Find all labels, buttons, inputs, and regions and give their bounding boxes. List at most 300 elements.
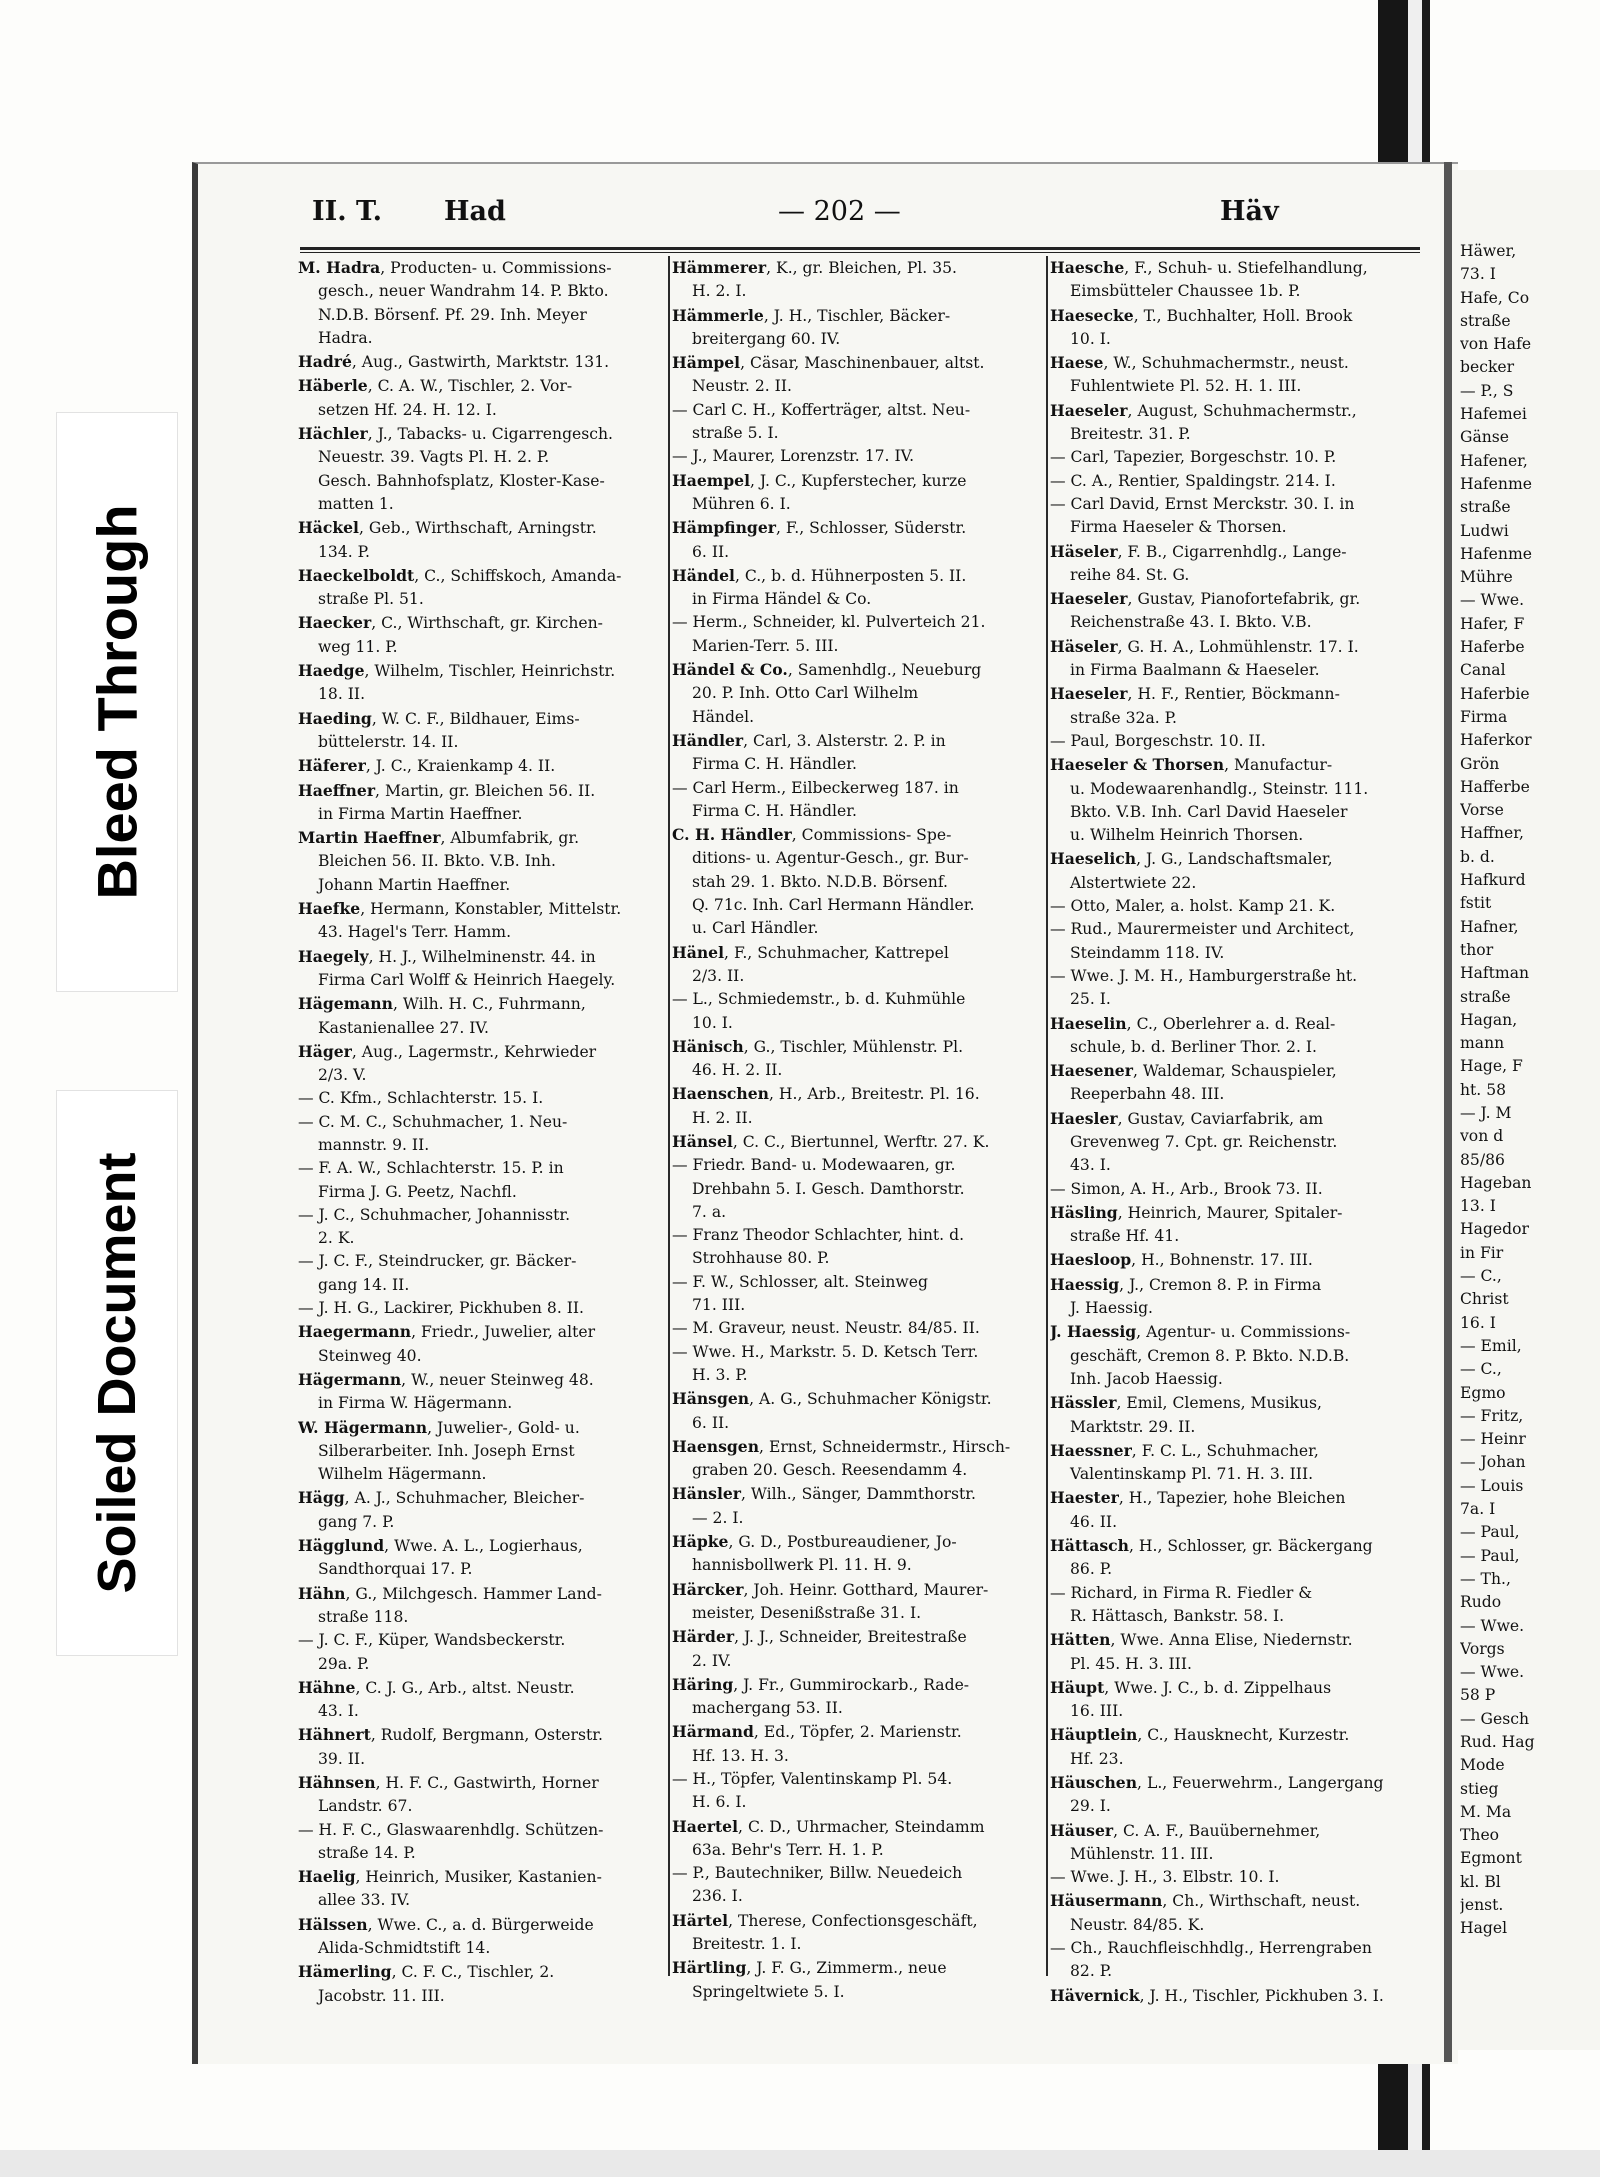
- entry-line-cont: meister, Desenißstraße 31. I.: [692, 1603, 922, 1622]
- entry-line-first: Häusermann, Ch., Wirthschaft, neust.: [1050, 1891, 1361, 1911]
- page-header: [312, 196, 1420, 236]
- entry-name: Hämpel: [672, 353, 741, 373]
- entry-line-cont: 6. II.: [692, 1413, 730, 1432]
- entry-line-cont: in Firma Baalmann & Haeseler.: [1070, 661, 1320, 680]
- stub-line: Hafener,: [1460, 451, 1528, 470]
- directory-entry: [298, 826, 668, 897]
- entry-name: Hadré: [298, 352, 352, 372]
- directory-entry: [298, 1819, 668, 1866]
- entry-line-cont: Breitestr. 31. P.: [1070, 425, 1191, 444]
- entry-line-first: Haester, H., Tapezier, hohe Bleichen: [1050, 1488, 1346, 1508]
- entry-name: Hämmerle: [672, 305, 764, 325]
- stub-line: straße: [1460, 987, 1511, 1006]
- stub-line: Haferbe: [1460, 638, 1525, 657]
- stub-line: Häwer,: [1460, 242, 1517, 260]
- entry-line-cont: 2. IV.: [692, 1651, 732, 1670]
- entry-line-cont: Marien-Terr. 5. III.: [692, 636, 839, 655]
- entry-line-cont: 18. II.: [318, 685, 366, 704]
- entry-line-cont: Alida-Schmidtstift 14.: [318, 1939, 491, 1958]
- entry-name: Hähnert: [298, 1725, 371, 1745]
- entry-line-cont: straße 5. I.: [692, 424, 779, 443]
- entry-line-first: Händel, C., b. d. Hühnerposten 5. II.: [672, 565, 967, 585]
- stub-line: Hageban: [1460, 1173, 1532, 1192]
- directory-entry: [672, 658, 1042, 729]
- entry-line-first: — F. W., Schlosser, alt. Steinweg: [672, 1272, 928, 1291]
- stub-line: — Th.,: [1460, 1569, 1511, 1588]
- entry-line-cont: allee 33. IV.: [318, 1891, 411, 1910]
- directory-entry: [1050, 1628, 1420, 1676]
- stub-line: — C.,: [1460, 1267, 1502, 1286]
- entry-line-first: Haeseler, Gustav, Pianofortefabrik, gr.: [1050, 589, 1361, 609]
- directory-entry: [298, 350, 668, 374]
- entry-line-first: Hähn, G., Milchgesch. Hammer Land-: [298, 1583, 602, 1603]
- entry-line-first: Haertel, C. D., Uhrmacher, Steindamm: [672, 1816, 985, 1836]
- soiled-document-label: [56, 1090, 178, 1656]
- entry-line-cont: u. Wilhelm Heinrich Thorsen.: [1070, 826, 1304, 845]
- entry-name: Haeselich: [1050, 849, 1137, 869]
- directory-entry: [672, 1482, 1042, 1530]
- directory-entry: [1050, 1201, 1420, 1249]
- directory-entry: [1050, 847, 1420, 895]
- entry-line-cont: 6. II.: [692, 542, 730, 561]
- entry-name: Hägg: [298, 1488, 345, 1508]
- entry-name: W. Hägermann: [298, 1417, 428, 1437]
- entry-name: Händel & Co.: [672, 660, 788, 680]
- entry-name: Hämmerer: [672, 258, 767, 277]
- entry-name: Hävernick: [1050, 1985, 1140, 2005]
- entry-line-cont: Bkto. V.B. Inh. Carl David Haeseler: [1070, 802, 1348, 821]
- entry-line-first: — Carl C. H., Kofferträger, altst. Neu-: [672, 400, 971, 419]
- stub-line: Ludwi: [1460, 521, 1509, 540]
- entry-line-cont: Kastanienallee 27. IV.: [318, 1018, 489, 1037]
- entry-line-cont: geschäft, Cremon 8. P. Bkto. N.D.B.: [1070, 1346, 1350, 1365]
- entry-line-cont: N.D.B. Börsenf. Pf. 29. Inh. Meyer: [318, 305, 587, 324]
- entry-line-cont: 46. II.: [1070, 1512, 1118, 1531]
- directory-entry: [672, 399, 1042, 446]
- entry-name: Haeseler & Thorsen: [1050, 755, 1225, 775]
- entry-line-cont: Mühren 6. I.: [692, 494, 791, 513]
- directory-entry: [672, 777, 1042, 824]
- entry-line-first: — J. C. F., Steindrucker, gr. Bäcker-: [298, 1252, 577, 1271]
- stub-line: Firma: [1460, 707, 1508, 726]
- directory-entry: [298, 659, 668, 707]
- stub-line: — Paul,: [1460, 1546, 1520, 1565]
- entry-line-first: Hähne, C. J. G., Arb., altst. Neustr.: [298, 1677, 575, 1697]
- entry-name: Hänel: [672, 942, 725, 962]
- stub-line: — Wwe.: [1460, 1616, 1525, 1635]
- entry-name: Hässler: [1050, 1393, 1117, 1413]
- entry-line-cont: 82. P.: [1070, 1962, 1113, 1981]
- entry-line-cont: Firma C. H. Händler.: [692, 755, 857, 774]
- entry-name: Hälssen: [298, 1914, 368, 1934]
- entry-name: Häuser: [1050, 1820, 1114, 1840]
- entry-name: Haester: [1050, 1488, 1119, 1508]
- entry-name: Häsling: [1050, 1202, 1118, 1222]
- stub-line: Christ: [1460, 1290, 1509, 1309]
- entry-line-cont: Steinweg 40.: [318, 1346, 422, 1365]
- entry-name: Haeding: [298, 708, 372, 728]
- entry-line-cont: 86. P.: [1070, 1560, 1113, 1579]
- entry-line-cont: Mühlenstr. 11. III.: [1070, 1844, 1214, 1863]
- entry-line-first: Haeselin, C., Oberlehrer a. d. Real-: [1050, 1013, 1336, 1033]
- directory-entry: [672, 823, 1042, 940]
- entry-line-first: Haessig, J., Cremon 8. P. in Firma: [1050, 1274, 1322, 1294]
- stub-line: Haffner,: [1460, 824, 1524, 843]
- entry-name: Hättasch: [1050, 1536, 1129, 1556]
- volume-label: II. T.: [312, 196, 383, 227]
- stub-line: b. d.: [1460, 847, 1495, 866]
- stub-line: Hafer, F: [1460, 614, 1525, 633]
- entry-name: Häuschen: [1050, 1773, 1138, 1792]
- entry-name: Haeffner: [298, 780, 376, 800]
- entry-line-first: Häferer, J. C., Kraienkamp 4. II.: [298, 756, 556, 776]
- directory-entry: [298, 754, 668, 778]
- directory-entry: [1050, 304, 1420, 352]
- entry-line-cont: setzen Hf. 24. H. 12. I.: [318, 400, 497, 419]
- entry-line-first: Hämmerle, J. H., Tischler, Bäcker-: [672, 305, 951, 325]
- entry-line-cont: Alstertwiete 22.: [1070, 873, 1197, 892]
- entry-line-cont: 2/3. II.: [692, 966, 745, 985]
- directory-entry: [1050, 1889, 1420, 1937]
- entry-line-cont: Eimsbütteler Chaussee 1b. P.: [1070, 282, 1301, 301]
- stub-line: jenst.: [1460, 1896, 1504, 1915]
- entry-name: Härtel: [672, 1910, 729, 1930]
- directory-entry: [298, 1416, 668, 1487]
- directory-entry: [298, 897, 668, 945]
- entry-name: Häseler: [1050, 636, 1118, 656]
- stub-line: Egmont: [1460, 1849, 1522, 1868]
- entry-line-cont: Grevenweg 7. Cpt. gr. Reichenstr.: [1070, 1132, 1338, 1151]
- entry-line-first: Häger, Aug., Lagermstr., Kehrwieder: [298, 1041, 597, 1061]
- entry-line-first: Hätten, Wwe. Anna Elise, Niedernstr.: [1050, 1630, 1353, 1650]
- entry-line-cont: 43. I.: [1070, 1156, 1111, 1175]
- directory-entry: [672, 1673, 1042, 1721]
- entry-line-first: — Otto, Maler, a. holst. Kamp 21. K.: [1050, 897, 1336, 916]
- directory-entry: [298, 1087, 668, 1110]
- entry-line-cont: 236. I.: [692, 1887, 743, 1906]
- entry-name: Haefke: [298, 899, 361, 919]
- entry-line-first: — F. A. W., Schlachterstr. 15. P. in: [298, 1159, 564, 1178]
- entry-line-first: — Paul, Borgeschstr. 10. II.: [1050, 731, 1266, 750]
- entry-line-first: Hävernick, J. H., Tischler, Pickhuben 3. I.: [1050, 1985, 1384, 2005]
- entry-line-cont: gang 14. II.: [318, 1275, 410, 1294]
- entry-line-first: Haeseler, H. F., Rentier, Böckmann-: [1050, 684, 1340, 704]
- entry-line-first: Haensgen, Ernst, Schneidermstr., Hirsch-: [672, 1436, 1011, 1456]
- entry-line-first: Hänsler, Wilh., Sänger, Dammthorstr.: [672, 1484, 976, 1504]
- entry-line-first: Haelig, Heinrich, Musiker, Kastanien-: [298, 1867, 602, 1887]
- directory-entry: [298, 992, 668, 1040]
- entry-line-cont: straße Pl. 51.: [318, 590, 424, 609]
- entry-line-cont: 71. III.: [692, 1296, 746, 1315]
- directory-entry: [672, 1341, 1042, 1388]
- entry-line-cont: 43. Hagel's Terr. Hamm.: [318, 923, 512, 942]
- entry-line-cont: in Firma W. Hägermann.: [318, 1394, 513, 1413]
- entry-name: Haegely: [298, 946, 369, 966]
- stub-line: Gänse: [1460, 428, 1510, 447]
- entry-line-first: Häckel, Geb., Wirthschaft, Arningstr.: [298, 518, 597, 538]
- left-keyword: Had: [444, 196, 506, 227]
- entry-line-first: Häuschen, L., Feuerwehrm., Langergang: [1050, 1773, 1384, 1792]
- stub-line: 7a. I: [1460, 1500, 1496, 1519]
- entry-line-first: Hähnert, Rudolf, Bergmann, Osterstr.: [298, 1725, 603, 1745]
- entry-line-first: M. Hadra, Producten- u. Commissions-: [298, 258, 612, 277]
- directory-entry: [1050, 1676, 1420, 1724]
- stub-line: 73. I: [1460, 265, 1496, 284]
- directory-entry: [298, 1629, 668, 1676]
- directory-entry: [1050, 587, 1420, 635]
- entry-name: Haertel: [672, 1816, 739, 1836]
- directory-entry: [1050, 1178, 1420, 1201]
- soiled-document-text: Soiled Document: [87, 1152, 147, 1594]
- entry-name: Häupt: [1050, 1677, 1105, 1697]
- entry-name: Häring: [672, 1674, 734, 1694]
- directory-entry: [298, 1157, 668, 1204]
- directory-entry: [298, 1368, 668, 1416]
- entry-line-first: — J. C. F., Küper, Wandsbeckerstr.: [298, 1631, 566, 1650]
- entry-name: Haesener: [1050, 1061, 1133, 1081]
- entry-line-first: — Ch., Rauchfleischhdlg., Herrengraben: [1050, 1939, 1372, 1958]
- entry-line-cont: Johann Martin Haeffner.: [318, 875, 511, 894]
- directory-entry: [298, 564, 668, 612]
- stub-line: Mühre: [1460, 568, 1513, 587]
- entry-line-cont: Reeperbahn 48. III.: [1070, 1085, 1225, 1104]
- directory-entry: [1050, 895, 1420, 918]
- entry-line-first: — M. Graveur, neust. Neustr. 84/85. II.: [672, 1319, 980, 1338]
- entry-line-cont: reihe 84. St. G.: [1070, 565, 1190, 584]
- directory-entry: [1050, 635, 1420, 683]
- directory-entry: [672, 941, 1042, 989]
- entry-line-cont: Springeltwiete 5. I.: [692, 1982, 845, 2001]
- entry-line-cont: u. Carl Händler.: [692, 919, 819, 938]
- entry-name: Haecker: [298, 613, 372, 633]
- entry-name: Haempel: [672, 470, 751, 490]
- entry-line-first: Haeseler, August, Schuhmachermstr.,: [1050, 400, 1357, 420]
- entry-name: Haesecke: [1050, 305, 1134, 325]
- entry-line-first: Härder, J. J., Schneider, Breitestraße: [672, 1627, 967, 1647]
- directory-entry: [672, 516, 1042, 564]
- directory-entry: [1050, 1771, 1420, 1819]
- entry-line-first: — Rud., Maurermeister und Architect,: [1050, 920, 1355, 939]
- entry-name: Haeseler: [1050, 684, 1128, 704]
- entry-line-cont: H. 3. P.: [692, 1365, 748, 1384]
- entry-line-first: — L., Schmiedemstr., b. d. Kuhmühle: [672, 990, 966, 1009]
- entry-line-first: Martin Haeffner, Albumfabrik, gr.: [298, 828, 580, 848]
- entry-name: Häpke: [672, 1532, 729, 1552]
- entry-line-cont: Drehbahn 5. I. Gesch. Damthorstr.: [692, 1179, 965, 1198]
- entry-line-first: Härtling, J. F. G., Zimmerm., neue: [672, 1958, 947, 1978]
- stub-line: Haferkor: [1460, 731, 1532, 750]
- entry-line-cont: Hf. 13. H. 3.: [692, 1746, 789, 1765]
- stub-line: kl. Bl: [1460, 1872, 1501, 1891]
- entry-line-first: Häupt, Wwe. J. C., b. d. Zippelhaus: [1050, 1677, 1332, 1697]
- stub-line: Rudo: [1460, 1593, 1502, 1612]
- directory-entry: [672, 1625, 1042, 1673]
- entry-line-first: — C. Kfm., Schlachterstr. 15. I.: [298, 1089, 544, 1108]
- stub-line: Hafenme: [1460, 474, 1532, 493]
- entry-line-cont: 39. II.: [318, 1749, 366, 1768]
- entry-line-cont: hannisbollwerk Pl. 11. H. 9.: [692, 1556, 912, 1575]
- entry-name: Häseler: [1050, 541, 1118, 561]
- column-divider-1: [668, 256, 670, 1976]
- stub-line: — Heinr: [1460, 1430, 1526, 1449]
- directory-entry: [298, 1486, 668, 1534]
- entry-line-cont: 7. a.: [692, 1202, 727, 1221]
- stub-line: Theo: [1460, 1826, 1500, 1845]
- entry-name: J. Haessig: [1050, 1322, 1137, 1342]
- entry-line-first: Händler, Carl, 3. Alsterstr. 2. P. in: [672, 730, 946, 750]
- stub-line: — J. M: [1460, 1103, 1512, 1122]
- stub-line: Hagan,: [1460, 1010, 1518, 1029]
- entry-line-first: Häberle, C. A. W., Tischler, 2. Vor-: [298, 376, 573, 396]
- directory-entry: [672, 1435, 1042, 1483]
- stub-line: Hafkurd: [1460, 871, 1526, 890]
- stub-line: — Paul,: [1460, 1523, 1520, 1542]
- stub-line: — C.,: [1460, 1360, 1502, 1379]
- entry-line-cont: Wilhelm Hägermann.: [318, 1465, 487, 1484]
- entry-line-cont: 29. I.: [1070, 1797, 1111, 1816]
- entry-line-first: — H. F. C., Glaswaarenhdlg. Schützen-: [298, 1820, 604, 1839]
- entry-line-first: — Wwe. H., Markstr. 5. D. Ketsch Terr.: [672, 1342, 979, 1361]
- directory-entry: [1050, 1866, 1420, 1889]
- entry-line-cont: Silberarbeiter. Inh. Joseph Ernst: [318, 1441, 575, 1460]
- entry-line-first: Hänsgen, A. G., Schuhmacher Königstr.: [672, 1389, 992, 1409]
- entry-line-first: Häuptlein, C., Hausknecht, Kurzestr.: [1050, 1725, 1350, 1745]
- entry-name: Häferer: [298, 756, 366, 776]
- header-rule: [300, 247, 1420, 250]
- column-divider-2: [1046, 256, 1048, 1976]
- directory-entry: [1050, 1059, 1420, 1107]
- directory-entry: [298, 1320, 668, 1368]
- stub-line: Rud. Hag: [1460, 1733, 1535, 1751]
- entry-line-cont: H. 6. I.: [692, 1793, 747, 1812]
- entry-name: Haelig: [298, 1867, 356, 1887]
- stub-line: fstit: [1460, 894, 1492, 913]
- entry-line-cont: gang 7. P.: [318, 1512, 395, 1531]
- directory-entry: [672, 304, 1042, 352]
- entry-line-cont: Strohhause 80. P.: [692, 1249, 830, 1268]
- directory-entry: [1050, 753, 1420, 847]
- directory-entry: [298, 1111, 668, 1158]
- entry-line-cont: in Firma Martin Haeffner.: [318, 804, 523, 823]
- entry-line-cont: Firma J. G. Peetz, Nachfl.: [318, 1182, 517, 1201]
- entry-line-cont: Q. 71c. Inh. Carl Hermann Händler.: [692, 896, 975, 915]
- directory-entry: [298, 1676, 668, 1724]
- directory-entry: [298, 1723, 668, 1771]
- entry-line-cont: Gesch. Bahnhofsplatz, Kloster-Kase-: [318, 471, 605, 490]
- directory-entry: [672, 1768, 1042, 1815]
- entry-line-first: Hänsel, C. C., Biertunnel, Werftr. 27. K.: [672, 1131, 990, 1151]
- directory-entry: [672, 1909, 1042, 1957]
- entry-line-cont: Firma Carl Wolff & Heinrich Haegely.: [318, 970, 616, 989]
- entry-line-cont: Sandthorquai 17. P.: [318, 1560, 473, 1579]
- directory-entry: [1050, 1723, 1420, 1771]
- entry-line-cont: u. Modewaarenhandlg., Steinstr. 111.: [1070, 779, 1369, 798]
- entry-line-cont: Neustr. 84/85. K.: [1070, 1915, 1205, 1934]
- stub-line: in Fir: [1460, 1243, 1504, 1262]
- stub-line: Hafner,: [1460, 917, 1519, 936]
- entry-name: Hächler: [298, 424, 368, 444]
- entry-line-cont: 25. I.: [1070, 990, 1111, 1009]
- stub-line: von Hafe: [1460, 335, 1532, 354]
- entry-line-cont: Steindamm 118. IV.: [1070, 943, 1225, 962]
- entry-line-first: Hadré, Aug., Gastwirth, Marktstr. 131.: [298, 352, 610, 372]
- directory-entry: [1050, 256, 1420, 304]
- entry-line-first: Hälssen, Wwe. C., a. d. Bürgerweide: [298, 1914, 594, 1934]
- entry-line-first: — Wwe. J. H., 3. Elbstr. 10. I.: [1050, 1868, 1280, 1887]
- directory-entry: [1050, 1819, 1420, 1867]
- entry-line-cont: Inh. Jacob Haessig.: [1070, 1369, 1223, 1388]
- entry-line-cont: 2/3. V.: [318, 1066, 367, 1085]
- directory-entry: [672, 988, 1042, 1035]
- directory-entry: [1050, 1320, 1420, 1391]
- entry-line-first: Hämpfinger, F., Schlosser, Süderstr.: [672, 518, 967, 538]
- entry-line-cont: 20. P. Inh. Otto Carl Wilhelm: [692, 684, 919, 703]
- entry-line-first: — C. M. C., Schuhmacher, 1. Neu-: [298, 1112, 568, 1131]
- stub-line: Vorse: [1460, 801, 1504, 820]
- entry-name: Händel: [672, 565, 735, 585]
- entry-line-first: Haempel, J. C., Kupferstecher, kurze: [672, 470, 967, 490]
- entry-line-first: Häseler, G. H. A., Lohmühlenstr. 17. I.: [1050, 636, 1359, 656]
- entry-line-first: Hättasch, H., Schlosser, gr. Bäckergang: [1050, 1536, 1373, 1556]
- entry-line-first: Haeding, W. C. F., Bildhauer, Eims-: [298, 708, 580, 728]
- entry-line-cont: 29a. P.: [318, 1654, 370, 1673]
- stub-line: Mode: [1460, 1756, 1505, 1775]
- directory-entry: [672, 445, 1042, 468]
- entry-name: Haenschen: [672, 1084, 769, 1104]
- entry-line-first: Hänel, F., Schuhmacher, Kattrepel: [672, 942, 949, 962]
- directory-entry: [298, 1204, 668, 1251]
- page-gutter: [1444, 162, 1452, 2062]
- directory-entry: [672, 1578, 1042, 1626]
- entry-line-first: Haesloop, H., Bohnenstr. 17. III.: [1050, 1250, 1313, 1270]
- directory-entry: [672, 1815, 1042, 1863]
- entry-line-cont: 10. I.: [692, 1013, 733, 1032]
- entry-line-cont: Hf. 23.: [1070, 1749, 1124, 1768]
- entry-line-cont: Jacobstr. 11. III.: [318, 1986, 445, 2005]
- stub-line: — Gesch: [1460, 1709, 1530, 1728]
- entry-line-cont: 2. K.: [318, 1229, 355, 1248]
- directory-entry: [1050, 1248, 1420, 1272]
- entry-line-first: Haeselich, J. G., Landschaftsmaler,: [1050, 849, 1333, 869]
- entry-line-first: Hämpel, Cäsar, Maschinenbauer, altst.: [672, 353, 985, 373]
- directory-entry: [1050, 1391, 1420, 1439]
- directory-entry: [672, 729, 1042, 777]
- directory-entry: [1050, 730, 1420, 753]
- right-keyword: Häv: [1220, 196, 1279, 227]
- directory-entry: [298, 1250, 668, 1297]
- entry-line-cont: Landstr. 67.: [318, 1797, 413, 1816]
- entry-line-first: Härcker, Joh. Heinr. Gotthard, Maurer-: [672, 1579, 989, 1599]
- entry-line-first: — H., Töpfer, Valentinskamp Pl. 54.: [672, 1770, 953, 1788]
- entry-line-first: Hägg, A. J., Schuhmacher, Bleicher-: [298, 1488, 585, 1508]
- entry-line-cont: straße 118.: [318, 1607, 409, 1626]
- entry-line-cont: gesch., neuer Wandrahm 14. P. Bkto.: [318, 282, 609, 301]
- directory-entry: [298, 374, 668, 422]
- entry-name: Härmand: [672, 1722, 754, 1742]
- entry-line-first: Haeckelboldt, C., Schiffskoch, Amanda-: [298, 565, 622, 585]
- entry-line-cont: schule, b. d. Berliner Thor. 2. I.: [1070, 1037, 1317, 1056]
- directory-entry: [298, 779, 668, 827]
- page-number: — 202 —: [778, 196, 901, 227]
- entry-name: Hänisch: [672, 1036, 744, 1056]
- entry-line-cont: 46. H. 2. II.: [692, 1061, 783, 1080]
- entry-line-cont: Valentinskamp Pl. 71. H. 3. III.: [1070, 1465, 1314, 1484]
- entry-line-cont: H. 2. II.: [692, 1108, 753, 1127]
- stub-line: 58 P: [1460, 1686, 1496, 1705]
- entry-name: Haeselin: [1050, 1013, 1127, 1033]
- header-rule-thin: [300, 252, 1420, 253]
- directory-entry: [298, 1297, 668, 1320]
